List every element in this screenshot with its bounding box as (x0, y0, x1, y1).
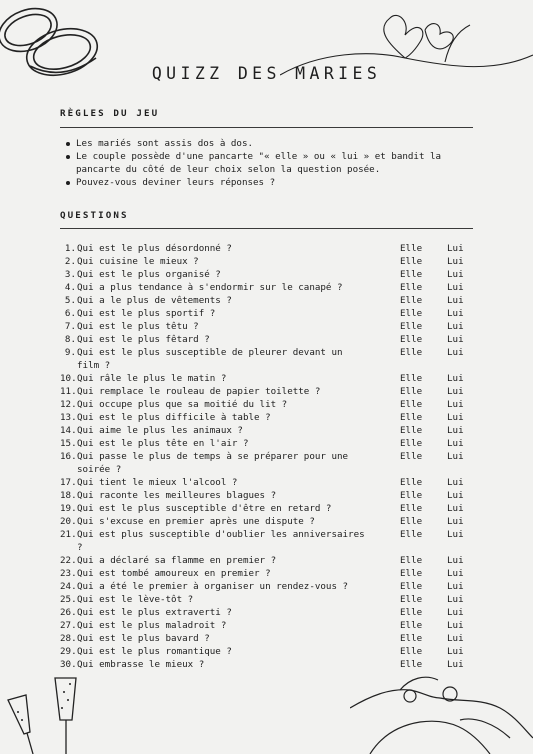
question-row (60, 242, 480, 255)
answer-lui: Lui (447, 243, 464, 254)
question-number: 25. (60, 594, 77, 605)
question-row (60, 476, 480, 489)
question-text: Qui est le plus organisé ? (77, 269, 221, 280)
answer-lui: Lui (447, 373, 464, 384)
question-row (60, 489, 480, 502)
answer-lui: Lui (447, 386, 464, 397)
answer-elle: Elle (400, 477, 423, 488)
question-row (60, 515, 480, 528)
question-text: Qui passe le plus de temps à se préparer pour une soirée ? (77, 451, 349, 475)
answer-elle: Elle (400, 269, 423, 280)
question-row (60, 580, 480, 593)
question-number: 7. (64, 321, 76, 332)
answer-elle: Elle (400, 490, 423, 501)
question-row (60, 606, 480, 619)
question-text: Qui est le plus susceptible de pleurer devant un film ? (77, 347, 343, 371)
rules-heading: RÈGLES DU JEU (60, 108, 160, 119)
answer-elle: Elle (400, 646, 423, 657)
answer-elle: Elle (400, 347, 423, 358)
page-title: QUIZZ DES MARIES (151, 64, 382, 83)
question-row (60, 658, 480, 671)
question-row (60, 281, 480, 294)
answer-lui: Lui (447, 269, 464, 280)
question-text: Qui occupe plus que sa moitié du lit ? (77, 399, 288, 410)
answer-elle: Elle (400, 425, 423, 436)
answer-lui: Lui (447, 490, 464, 501)
question-text: Qui s'excuse en premier après une dispute ? (77, 516, 315, 527)
question-number: 8. (64, 334, 76, 345)
question-number: 20. (60, 516, 77, 527)
rule-item: Le couple possède d'une pancarte "« elle » ou « lui » et bandit la pancarte du côté de leur choix selon la question posée. (60, 150, 460, 176)
question-number: 13. (60, 412, 77, 423)
question-row (60, 385, 480, 398)
question-row (60, 255, 480, 268)
answer-elle: Elle (400, 607, 423, 618)
question-number: 14. (60, 425, 77, 436)
answer-lui: Lui (447, 646, 464, 657)
answer-elle: Elle (400, 282, 423, 293)
answer-lui: Lui (447, 425, 464, 436)
answer-elle: Elle (400, 581, 423, 592)
question-number: 19. (60, 503, 77, 514)
question-number: 24. (60, 581, 77, 592)
answer-lui: Lui (447, 347, 464, 358)
rule-item: Pouvez-vous deviner leurs réponses ? (60, 176, 460, 189)
answer-lui: Lui (447, 555, 464, 566)
answer-lui: Lui (447, 581, 464, 592)
answer-lui: Lui (447, 438, 464, 449)
question-number: 10. (60, 373, 77, 384)
question-number: 27. (60, 620, 77, 631)
question-text: Qui est tombé amoureux en premier ? (77, 568, 271, 579)
answer-lui: Lui (447, 399, 464, 410)
answer-elle: Elle (400, 529, 423, 540)
answer-elle: Elle (400, 243, 423, 254)
answer-lui: Lui (447, 451, 464, 462)
question-text: Qui est le plus susceptible d'être en retard ? (77, 503, 332, 514)
question-number: 1. (64, 243, 76, 254)
answer-elle: Elle (400, 295, 423, 306)
question-text: Qui tient le mieux l'alcool ? (77, 477, 238, 488)
answer-elle: Elle (400, 503, 423, 514)
question-number: 4. (64, 282, 76, 293)
question-row (60, 398, 480, 411)
questions-divider (60, 228, 473, 229)
question-row (60, 437, 480, 450)
question-text: Qui est le plus romantique ? (77, 646, 232, 657)
answer-elle: Elle (400, 516, 423, 527)
question-text: Qui est le plus maladroit ? (77, 620, 227, 631)
question-number: 21. (60, 529, 77, 540)
question-text: Qui cuisine le mieux ? (77, 256, 199, 267)
question-row (60, 333, 480, 346)
question-row (60, 411, 480, 424)
answer-lui: Lui (447, 568, 464, 579)
rules-list (60, 137, 460, 189)
answer-lui: Lui (447, 594, 464, 605)
rules-divider (60, 127, 473, 128)
question-text: Qui est le plus têtu ? (77, 321, 199, 332)
answer-lui: Lui (447, 607, 464, 618)
answer-lui: Lui (447, 412, 464, 423)
question-row (60, 450, 480, 476)
answer-lui: Lui (447, 659, 464, 670)
question-text: Qui remplace le rouleau de papier toilette ? (77, 386, 321, 397)
question-text: Qui est le plus bavard ? (77, 633, 210, 644)
answer-elle: Elle (400, 321, 423, 332)
answer-lui: Lui (447, 334, 464, 345)
question-text: Qui est plus susceptible d'oublier les anniversaires ? (77, 529, 365, 553)
questions-list (60, 242, 480, 671)
question-text: Qui est le plus désordonné ? (77, 243, 232, 254)
answer-lui: Lui (447, 529, 464, 540)
answer-elle: Elle (400, 256, 423, 267)
question-number: 23. (60, 568, 77, 579)
question-text: Qui a plus tendance à s'endormir sur le canapé ? (77, 282, 343, 293)
answer-elle: Elle (400, 568, 423, 579)
answer-lui: Lui (447, 516, 464, 527)
answer-elle: Elle (400, 373, 423, 384)
answer-elle: Elle (400, 399, 423, 410)
answer-elle: Elle (400, 451, 423, 462)
question-row (60, 554, 480, 567)
question-text: Qui est le lève-tôt ? (77, 594, 194, 605)
question-row (60, 567, 480, 580)
question-number: 22. (60, 555, 77, 566)
question-text: Qui est le plus extraverti ? (77, 607, 232, 618)
question-number: 15. (60, 438, 77, 449)
question-number: 9. (64, 347, 76, 358)
answer-elle: Elle (400, 308, 423, 319)
question-text: Qui embrasse le mieux ? (77, 659, 205, 670)
question-number: 2. (64, 256, 76, 267)
answer-elle: Elle (400, 620, 423, 631)
answer-lui: Lui (447, 321, 464, 332)
answer-elle: Elle (400, 659, 423, 670)
question-number: 17. (60, 477, 77, 488)
question-number: 3. (64, 269, 76, 280)
question-number: 26. (60, 607, 77, 618)
question-text: Qui aime le plus les animaux ? (77, 425, 243, 436)
question-text: Qui raconte les meilleures blagues ? (77, 490, 277, 501)
question-text: Qui a été le premier à organiser un rendez-vous ? (77, 581, 349, 592)
question-row (60, 632, 480, 645)
question-number: 16. (60, 451, 77, 462)
answer-lui: Lui (447, 256, 464, 267)
question-row (60, 307, 480, 320)
question-number: 29. (60, 646, 77, 657)
question-row (60, 619, 480, 632)
question-number: 30. (60, 659, 77, 670)
question-row (60, 346, 480, 372)
answer-lui: Lui (447, 633, 464, 644)
question-text: Qui est le plus tête en l'air ? (77, 438, 249, 449)
rule-item: Les mariés sont assis dos à dos. (60, 137, 460, 150)
question-row (60, 372, 480, 385)
question-number: 18. (60, 490, 77, 501)
answer-elle: Elle (400, 412, 423, 423)
answer-lui: Lui (447, 477, 464, 488)
answer-elle: Elle (400, 438, 423, 449)
answer-elle: Elle (400, 386, 423, 397)
champagne-glasses-icon (0, 670, 95, 754)
answer-elle: Elle (400, 334, 423, 345)
ring-hands-icon (350, 668, 533, 754)
question-text: Qui a le plus de vêtements ? (77, 295, 232, 306)
answer-lui: Lui (447, 295, 464, 306)
question-row (60, 528, 480, 554)
question-number: 11. (60, 386, 77, 397)
question-row (60, 502, 480, 515)
question-row (60, 294, 480, 307)
question-text: Qui râle le plus le matin ? (77, 373, 227, 384)
question-text: Qui est le plus fêtard ? (77, 334, 210, 345)
questions-heading: QUESTIONS (60, 210, 129, 221)
answer-elle: Elle (400, 633, 423, 644)
question-row (60, 424, 480, 437)
question-text: Qui a déclaré sa flamme en premier ? (77, 555, 277, 566)
question-number: 5. (64, 295, 76, 306)
question-row (60, 593, 480, 606)
answer-lui: Lui (447, 620, 464, 631)
question-text: Qui est le plus sportif ? (77, 308, 216, 319)
question-text: Qui est le plus difficile à table ? (77, 412, 271, 423)
question-row (60, 320, 480, 333)
answer-elle: Elle (400, 594, 423, 605)
question-row (60, 268, 480, 281)
answer-lui: Lui (447, 282, 464, 293)
question-row (60, 645, 480, 658)
answer-lui: Lui (447, 308, 464, 319)
question-number: 12. (60, 399, 77, 410)
answer-elle: Elle (400, 555, 423, 566)
question-number: 28. (60, 633, 77, 644)
question-number: 6. (64, 308, 76, 319)
answer-lui: Lui (447, 503, 464, 514)
